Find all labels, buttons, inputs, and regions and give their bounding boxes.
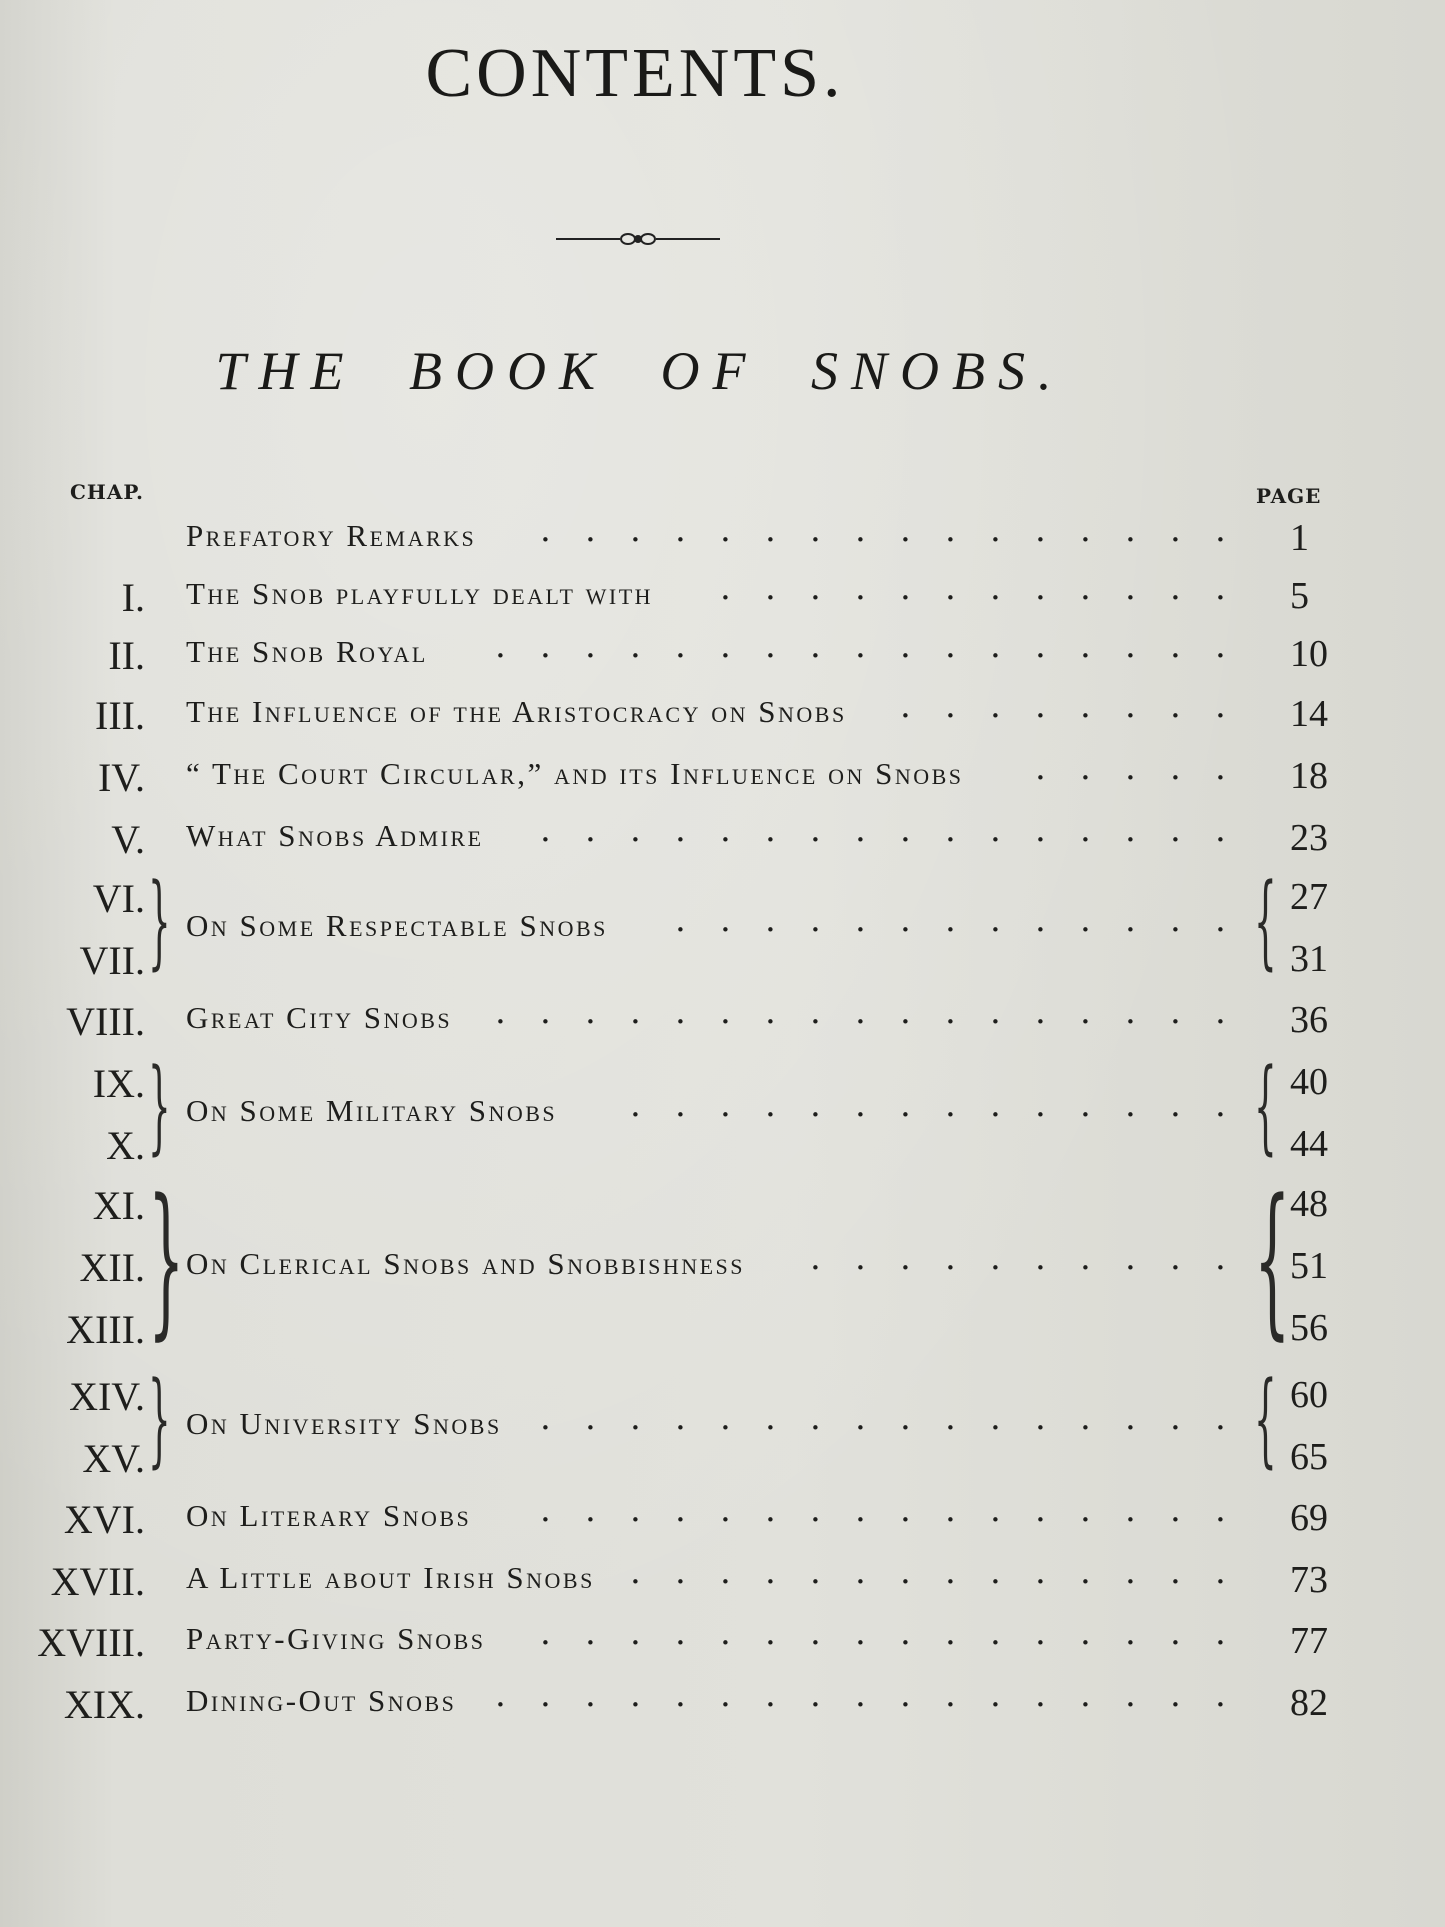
leader-dot-icon: .	[810, 1490, 821, 1530]
page-number: 36	[1290, 999, 1328, 1041]
leader-dot-icon: .	[585, 1675, 596, 1715]
leader-dot-icon: .	[1170, 1398, 1181, 1438]
leader-dot-icon: .	[1035, 510, 1046, 550]
chapter-number: IV.	[97, 755, 145, 800]
leader-dot-icon: .	[1170, 992, 1181, 1032]
chapter-number: IX.	[92, 1061, 145, 1106]
leader-dot-icon: .	[1215, 748, 1226, 788]
page-number: 60	[1290, 1374, 1328, 1416]
leader-dot-icon: .	[540, 1490, 551, 1530]
left-brace-icon: }	[148, 1164, 185, 1355]
leader-dot-icon: .	[765, 1398, 776, 1438]
leader-dot-icon: .	[855, 1613, 866, 1653]
leader-dot-icon: .	[765, 810, 776, 850]
leader-dot-icon: .	[1215, 992, 1226, 1032]
leader-dot-icon: .	[630, 1398, 641, 1438]
leader-dot-icon: .	[900, 1398, 911, 1438]
chapter-title: On Some Military Snobs	[186, 1093, 558, 1128]
leader-dot-icon: .	[720, 626, 731, 666]
page-number: 10	[1290, 633, 1328, 675]
leader-dot-icon: .	[1080, 748, 1091, 788]
leader-dot-icon: .	[630, 1490, 641, 1530]
leader-dot-icon: .	[900, 1552, 911, 1592]
chapter-title: “ The Court Circular,” and its Influence on Snobs	[186, 756, 964, 791]
contents-heading: CONTENTS.	[425, 35, 845, 112]
leader-dot-icon: .	[1125, 992, 1136, 1032]
leader-dot-icon: .	[945, 510, 956, 550]
page-column-header: PAGE	[1256, 484, 1322, 508]
chapter-title: Party-Giving Snobs	[186, 1621, 486, 1656]
leader-dot-icon: .	[945, 1490, 956, 1530]
leader-dot-icon: .	[675, 1675, 686, 1715]
leader-dot-icon: .	[810, 992, 821, 1032]
leader-dot-icon: .	[810, 1085, 821, 1125]
leader-dot-icon: .	[720, 992, 731, 1032]
page-number: 1	[1290, 517, 1309, 559]
chapter-number: III.	[95, 693, 145, 738]
leader-dot-icon: .	[1215, 1085, 1226, 1125]
leader-dot-icon: .	[630, 1613, 641, 1653]
leader-dot-icon: .	[675, 1490, 686, 1530]
leader-dot-icon: .	[630, 992, 641, 1032]
leader-dot-icon: .	[1035, 992, 1046, 1032]
leader-dot-icon: .	[540, 810, 551, 850]
leader-dot-icon: .	[720, 1675, 731, 1715]
leader-dot-icon: .	[810, 900, 821, 940]
page-number: 14	[1290, 693, 1328, 735]
leader-dot-icon: .	[1170, 1085, 1181, 1125]
leader-dot-icon: .	[495, 626, 506, 666]
leader-dot-icon: .	[1170, 686, 1181, 726]
page-number: 77	[1290, 1620, 1328, 1662]
chapter-title: The Snob playfully dealt with	[186, 576, 654, 611]
leader-dot-icon: .	[1215, 900, 1226, 940]
leader-dot-icon: .	[1125, 1613, 1136, 1653]
chapter-number: XIX.	[63, 1682, 145, 1727]
leader-dot-icon: .	[1170, 748, 1181, 788]
leader-dot-icon: .	[1125, 900, 1136, 940]
leader-dot-icon: .	[540, 1613, 551, 1653]
leader-dot-icon: .	[855, 510, 866, 550]
leader-dot-icon: .	[1125, 1552, 1136, 1592]
leader-dot-icon: .	[855, 1675, 866, 1715]
chap-column-header: CHAP.	[70, 480, 145, 504]
leader-dot-icon: .	[900, 686, 911, 726]
leader-dot-icon: .	[1125, 568, 1136, 608]
leader-dot-icon: .	[1215, 510, 1226, 550]
leader-dot-icon: .	[675, 992, 686, 1032]
leader-dot-icon: .	[1170, 810, 1181, 850]
leader-dot-icon: .	[855, 1085, 866, 1125]
leader-dot-icon: .	[1035, 1238, 1046, 1278]
leader-dot-icon: .	[855, 1398, 866, 1438]
leader-dot-icon: .	[1125, 1675, 1136, 1715]
leader-dot-icon: .	[720, 1552, 731, 1592]
leader-dot-icon: .	[945, 810, 956, 850]
chapter-number: XVII.	[50, 1559, 145, 1604]
leader-dot-icon: .	[1035, 900, 1046, 940]
leader-dot-icon: .	[855, 1490, 866, 1530]
leader-dot-icon: .	[1035, 1552, 1046, 1592]
leader-dot-icon: .	[1035, 686, 1046, 726]
page-number: 65	[1290, 1436, 1328, 1478]
leader-dot-icon: .	[765, 626, 776, 666]
leader-dot-icon: .	[900, 510, 911, 550]
leader-dot-icon: .	[855, 568, 866, 608]
leader-dot-icon: .	[1215, 568, 1226, 608]
leader-dot-icon: .	[810, 810, 821, 850]
chapter-number: X.	[106, 1123, 145, 1168]
leader-dot-icon: .	[1215, 626, 1226, 666]
leader-dot-icon: .	[630, 810, 641, 850]
leader-dot-icon: .	[540, 510, 551, 550]
leader-dot-icon: .	[495, 992, 506, 1032]
leader-dot-icon: .	[1125, 626, 1136, 666]
leader-dot-icon: .	[540, 1675, 551, 1715]
leader-dot-icon: .	[540, 1398, 551, 1438]
leader-dot-icon: .	[1215, 1238, 1226, 1278]
leader-dot-icon: .	[1170, 1238, 1181, 1278]
leader-dot-icon: .	[990, 686, 1001, 726]
chapter-number: V.	[111, 817, 145, 862]
leader-dot-icon: .	[1125, 1490, 1136, 1530]
leader-dot-icon: .	[585, 1398, 596, 1438]
leader-dot-icon: .	[585, 626, 596, 666]
leader-dot-icon: .	[900, 1675, 911, 1715]
leader-dot-icon: .	[765, 510, 776, 550]
leader-dot-icon: .	[990, 1085, 1001, 1125]
leader-dot-icon: .	[810, 626, 821, 666]
right-brace-icon: {	[1254, 1360, 1277, 1479]
leader-dot-icon: .	[1035, 1085, 1046, 1125]
leader-dot-icon: .	[765, 992, 776, 1032]
leader-dot-icon: .	[765, 1552, 776, 1592]
chapter-title: The Influence of the Aristocracy on Snobs	[186, 694, 847, 729]
leader-dot-icon: .	[855, 900, 866, 940]
leader-dot-icon: .	[585, 810, 596, 850]
leader-dot-icon: .	[1125, 1398, 1136, 1438]
leader-dot-icon: .	[585, 510, 596, 550]
chapter-number: I.	[121, 575, 145, 620]
leader-dot-icon: .	[495, 1675, 506, 1715]
leader-dot-icon: .	[900, 1238, 911, 1278]
page-number: 69	[1290, 1497, 1328, 1539]
leader-dot-icon: .	[1080, 900, 1091, 940]
leader-dot-icon: .	[945, 1238, 956, 1278]
leader-dot-icon: .	[990, 810, 1001, 850]
leader-dot-icon: .	[855, 1238, 866, 1278]
leader-dot-icon: .	[810, 1675, 821, 1715]
leader-dot-icon: .	[990, 1675, 1001, 1715]
leader-dot-icon: .	[1170, 626, 1181, 666]
chapter-number: XII.	[79, 1245, 145, 1290]
leader-dot-icon: .	[810, 1398, 821, 1438]
leader-dot-icon: .	[630, 1085, 641, 1125]
book-title: THE BOOK OF SNOBS.	[215, 341, 1065, 401]
leader-dot-icon: .	[1170, 1613, 1181, 1653]
leader-dot-icon: .	[720, 510, 731, 550]
leader-dot-icon: .	[1080, 1398, 1091, 1438]
leader-dot-icon: .	[1080, 510, 1091, 550]
leader-dot-icon: .	[1080, 810, 1091, 850]
chapter-number: XVIII.	[37, 1620, 145, 1665]
chapter-title: On Clerical Snobs and Snobbishness	[186, 1246, 746, 1281]
leader-dot-icon: .	[1215, 1490, 1226, 1530]
leader-dot-icon: .	[900, 900, 911, 940]
chapter-title: What Snobs Admire	[186, 818, 484, 853]
leader-dot-icon: .	[720, 810, 731, 850]
leader-dot-icon: .	[1035, 1675, 1046, 1715]
leader-dot-icon: .	[1125, 748, 1136, 788]
leader-dot-icon: .	[1080, 1613, 1091, 1653]
leader-dot-icon: .	[1170, 1552, 1181, 1592]
leader-dot-icon: .	[1035, 1613, 1046, 1653]
leader-dot-icon: .	[720, 900, 731, 940]
leader-dot-icon: .	[1170, 1675, 1181, 1715]
page-number: 44	[1290, 1123, 1328, 1165]
leader-dot-icon: .	[900, 1613, 911, 1653]
leader-dot-icon: .	[1080, 1490, 1091, 1530]
leader-dot-icon: .	[945, 900, 956, 940]
leader-dot-icon: .	[900, 992, 911, 1032]
chapter-title: A Little about Irish Snobs	[186, 1560, 595, 1595]
leader-dot-icon: .	[900, 626, 911, 666]
leader-dot-icon: .	[630, 510, 641, 550]
leader-dot-icon: .	[675, 510, 686, 550]
chapter-title: On Some Respectable Snobs	[186, 908, 608, 943]
leader-dot-icon: .	[855, 810, 866, 850]
leader-dot-icon: .	[900, 1085, 911, 1125]
leader-dot-icon: .	[630, 1675, 641, 1715]
leader-dot-icon: .	[990, 1238, 1001, 1278]
leader-dot-icon: .	[1080, 626, 1091, 666]
leader-dot-icon: .	[1170, 510, 1181, 550]
page-number: 18	[1290, 755, 1328, 797]
leader-dot-icon: .	[810, 1613, 821, 1653]
leader-dot-icon: .	[1125, 810, 1136, 850]
leader-dot-icon: .	[675, 626, 686, 666]
leader-dot-icon: .	[1035, 1398, 1046, 1438]
leader-dot-icon: .	[1080, 1552, 1091, 1592]
page-number: 31	[1290, 938, 1328, 980]
left-brace-icon: }	[148, 1047, 171, 1166]
chapter-number: II.	[108, 633, 145, 678]
left-brace-icon: }	[148, 1360, 171, 1479]
page-number: 51	[1290, 1245, 1328, 1287]
leader-dot-icon: .	[1215, 810, 1226, 850]
leader-dot-icon: .	[810, 510, 821, 550]
leader-dot-icon: .	[810, 1238, 821, 1278]
leader-dot-icon: .	[945, 686, 956, 726]
page-number: 23	[1290, 817, 1328, 859]
leader-dot-icon: .	[990, 992, 1001, 1032]
leader-dot-icon: .	[585, 1613, 596, 1653]
leader-dot-icon: .	[945, 1613, 956, 1653]
page-number: 27	[1290, 876, 1328, 918]
leader-dot-icon: .	[945, 626, 956, 666]
leader-dot-icon: .	[765, 568, 776, 608]
right-brace-icon: {	[1254, 1164, 1291, 1355]
leader-dot-icon: .	[990, 1552, 1001, 1592]
leader-dot-icon: .	[945, 1085, 956, 1125]
leader-dot-icon: .	[1125, 1085, 1136, 1125]
leader-dot-icon: .	[810, 568, 821, 608]
leader-dot-icon: .	[900, 810, 911, 850]
leader-dot-icon: .	[765, 1675, 776, 1715]
leader-dot-icon: .	[1080, 568, 1091, 608]
leader-dot-icon: .	[675, 1398, 686, 1438]
chapter-number: VII.	[79, 938, 145, 983]
leader-dot-icon: .	[720, 568, 731, 608]
leader-dot-icon: .	[855, 1552, 866, 1592]
leader-dot-icon: .	[1035, 568, 1046, 608]
leader-dot-icon: .	[1125, 686, 1136, 726]
leader-dot-icon: .	[720, 1613, 731, 1653]
leader-dot-icon: .	[990, 568, 1001, 608]
leader-dot-icon: .	[765, 1490, 776, 1530]
leader-dot-icon: .	[945, 1552, 956, 1592]
leader-dot-icon: .	[585, 992, 596, 1032]
chapter-number: XV.	[82, 1436, 145, 1481]
leader-dot-icon: .	[1035, 810, 1046, 850]
leader-dot-icon: .	[1125, 510, 1136, 550]
leader-dot-icon: .	[1080, 992, 1091, 1032]
leader-dot-icon: .	[1215, 1552, 1226, 1592]
page-number: 48	[1290, 1183, 1328, 1225]
leader-dot-icon: .	[675, 1613, 686, 1653]
chapter-number: XIV.	[69, 1374, 145, 1419]
leader-dot-icon: .	[1080, 1675, 1091, 1715]
leader-dot-icon: .	[945, 992, 956, 1032]
leader-dot-icon: .	[855, 626, 866, 666]
page-number: 5	[1290, 575, 1309, 617]
page-number: 73	[1290, 1559, 1328, 1601]
ornament-rule-icon	[556, 226, 720, 252]
leader-dot-icon: .	[945, 568, 956, 608]
chapter-title: On Literary Snobs	[186, 1498, 472, 1533]
leader-dot-icon: .	[540, 992, 551, 1032]
chapter-title: The Snob Royal	[186, 634, 428, 669]
leader-dot-icon: .	[765, 1613, 776, 1653]
leader-dot-icon: .	[1035, 626, 1046, 666]
page-number: 40	[1290, 1061, 1328, 1103]
chapter-title: Prefatory Remarks	[186, 518, 477, 553]
page-number: 56	[1290, 1307, 1328, 1349]
chapter-number: VI.	[92, 876, 145, 921]
leader-dot-icon: .	[630, 626, 641, 666]
page-number: 82	[1290, 1682, 1328, 1724]
leader-dot-icon: .	[1170, 900, 1181, 940]
leader-dot-icon: .	[810, 1552, 821, 1592]
right-brace-icon: {	[1254, 862, 1277, 981]
chapter-title: Dining-Out Snobs	[186, 1683, 457, 1718]
leader-dot-icon: .	[945, 1675, 956, 1715]
leader-dot-icon: .	[675, 900, 686, 940]
chapter-number: XIII.	[66, 1307, 145, 1352]
leader-dot-icon: .	[585, 1490, 596, 1530]
leader-dot-icon: .	[945, 1398, 956, 1438]
leader-dot-icon: .	[720, 1490, 731, 1530]
leader-dot-icon: .	[990, 510, 1001, 550]
leader-dot-icon: .	[675, 1085, 686, 1125]
leader-dot-icon: .	[720, 1398, 731, 1438]
leader-dot-icon: .	[990, 900, 1001, 940]
leader-dot-icon: .	[1125, 1238, 1136, 1278]
leader-dot-icon: .	[1215, 1675, 1226, 1715]
leader-dot-icon: .	[630, 1552, 641, 1592]
leader-dot-icon: .	[900, 568, 911, 608]
leader-dot-icon: .	[1080, 686, 1091, 726]
leader-dot-icon: .	[990, 1613, 1001, 1653]
leader-dot-icon: .	[675, 1552, 686, 1592]
leader-dot-icon: .	[675, 810, 686, 850]
leader-dot-icon: .	[900, 1490, 911, 1530]
chapter-number: VIII.	[66, 999, 145, 1044]
left-brace-icon: }	[148, 862, 171, 981]
leader-dot-icon: .	[990, 1490, 1001, 1530]
leader-dot-icon: .	[1080, 1085, 1091, 1125]
chapter-title: On University Snobs	[186, 1406, 502, 1441]
leader-dot-icon: .	[1170, 568, 1181, 608]
leader-dot-icon: .	[765, 900, 776, 940]
leader-dot-icon: .	[990, 1398, 1001, 1438]
chapter-number: XI.	[92, 1183, 145, 1228]
leader-dot-icon: .	[1035, 748, 1046, 788]
leader-dot-icon: .	[1170, 1490, 1181, 1530]
chapter-number: XVI.	[63, 1497, 145, 1542]
leader-dot-icon: .	[1080, 1238, 1091, 1278]
leader-dot-icon: .	[990, 626, 1001, 666]
leader-dot-icon: .	[1215, 1398, 1226, 1438]
leader-dot-icon: .	[1215, 1613, 1226, 1653]
leader-dot-icon: .	[720, 1085, 731, 1125]
right-brace-icon: {	[1254, 1047, 1277, 1166]
leader-dot-icon: .	[765, 1085, 776, 1125]
leader-dot-icon: .	[1035, 1490, 1046, 1530]
leader-dot-icon: .	[855, 992, 866, 1032]
chapter-title: Great City Snobs	[186, 1000, 453, 1035]
leader-dot-icon: .	[1215, 686, 1226, 726]
leader-dot-icon: .	[540, 626, 551, 666]
